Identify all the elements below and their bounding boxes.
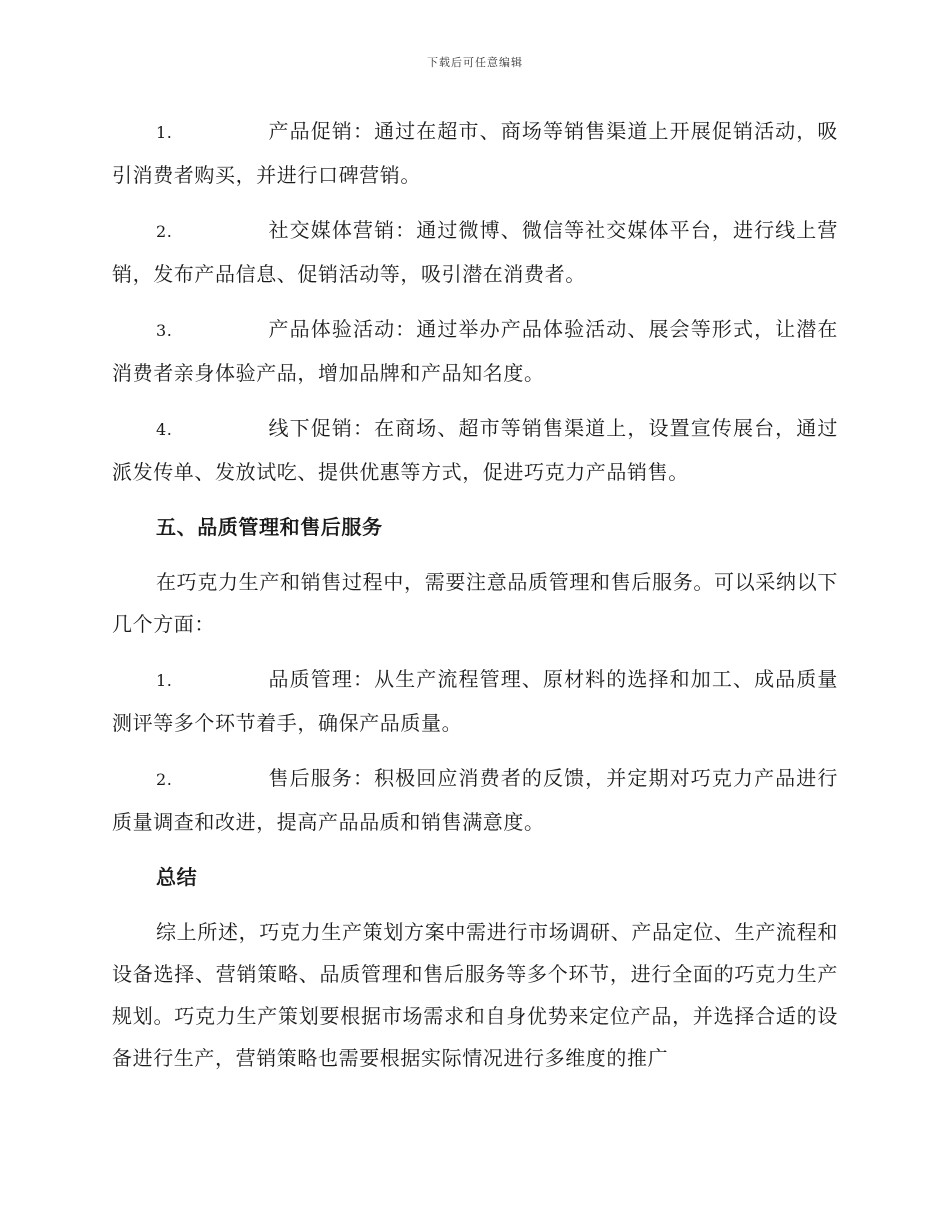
list-item [112,209,838,295]
list-item-text: 社交媒体营销：通过微博、微信等社交媒体平台，进行线上营销，发布产品信息、促销活动等，吸引潜在消费者。 [112,218,838,286]
list-item [112,110,838,196]
list-item [112,308,838,394]
page-header-note: 下载后可任意编辑 [427,56,523,69]
document-body [112,110,838,1092]
summary-paragraph: 综上所述，巧克力生产策划方案中需进行市场调研、产品定位、生产流程和设备选择、营销策略、品质管理和售后服务等多个环节，进行全面的巧克力生产规划。巧克力生产策划要根据市场需求和自身优势来定位产品，并选择合适的设备进行生产，营销策略也需要根据实际情况进行多维度的推广 [112,920,838,1070]
list-item-text: 产品促销：通过在超市、商场等销售渠道上开展促销活动，吸引消费者购买，并进行口碑营销。 [112,119,838,187]
list-item-text: 产品体验活动：通过举办产品体验活动、展会等形式，让潜在消费者亲身体验产品，增加品牌和产品知名度。 [112,317,838,385]
list-item-number: 1. [156,671,173,690]
list-item [112,407,838,493]
list-item-number: 3. [156,321,173,340]
section-heading-summary: 总结 [156,865,198,889]
section-intro-paragraph: 在巧克力生产和销售过程中，需要注意品质管理和售后服务。可以采纳以下几个方面： [112,570,838,636]
list-item-number: 1. [156,123,173,142]
list-item-number: 2. [156,222,173,241]
list-item-text: 线下促销：在商场、超市等销售渠道上，设置宣传展台，通过派发传单、发放试吃、提供优惠等方式，促进巧克力产品销售。 [112,416,838,484]
list-item [112,658,838,744]
list-item-number: 2. [156,770,173,789]
list-item [112,757,838,843]
list-item-text: 售后服务：积极回应消费者的反馈，并定期对巧克力产品进行质量调查和改进，提高产品品质和销售满意度。 [112,766,838,834]
list-item-text: 品质管理：从生产流程管理、原材料的选择和加工、成品质量测评等多个环节着手，确保产品质量。 [112,667,838,735]
list-item-number: 4. [156,420,173,439]
section-heading-quality: 五、品质管理和售后服务 [156,515,383,539]
